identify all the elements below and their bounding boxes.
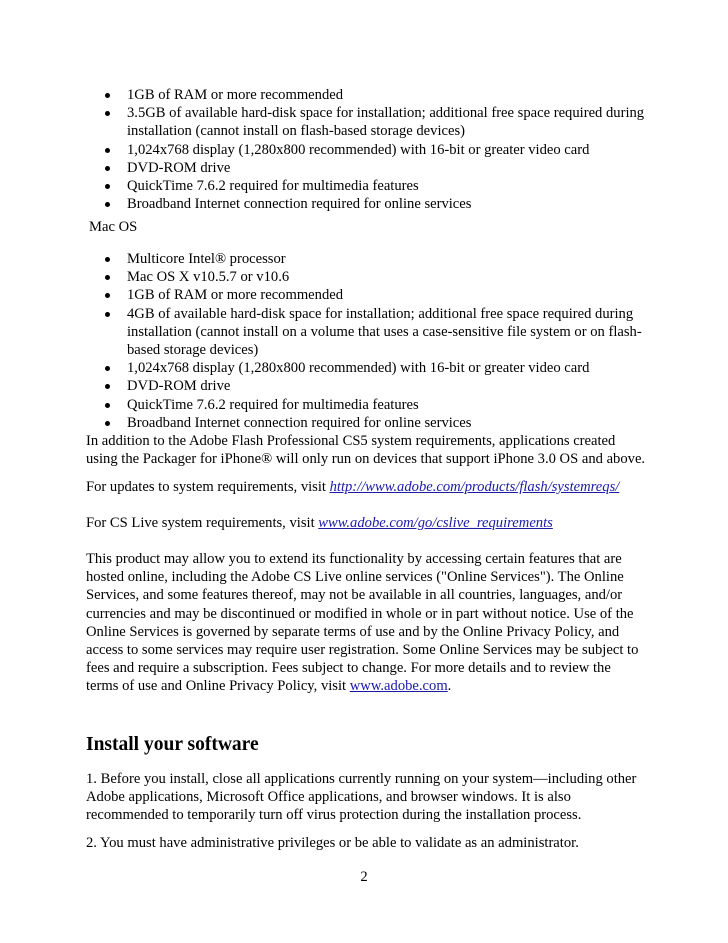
updates-prefix: For updates to system requirements, visit — [86, 479, 330, 495]
install-step-1 — [86, 770, 646, 825]
windows-requirement-item — [86, 141, 646, 159]
mac-requirement-item — [86, 359, 646, 377]
cslive-prefix: For CS Live system requirements, visit — [86, 515, 319, 531]
mac-requirement-item — [86, 305, 646, 360]
list-item-text: DVD-ROM drive — [127, 159, 231, 176]
mac-os-heading: Mac OS — [89, 219, 138, 235]
cslive-paragraph — [86, 514, 646, 532]
list-item-text: 3.5GB of available hard-disk space for installation; additional free space required during installation (cannot install on flash-based storage devices) — [127, 105, 645, 140]
updates-note — [86, 478, 646, 496]
mac-requirement-item — [86, 396, 646, 414]
bullet-icon — [105, 275, 110, 280]
online-services-text: This product may allow you to extend its functionality by accessing certain features that are hosted online, including the Adobe CS Live online services ("Online Services"). The Online Services, and some features thereof, may not be available in all countries, languages, and/or currencies and may be discontinued or modified in whole or in part without notice. Use of the Online Services is governed by separate terms of use and by the Online Privacy Policy, and access to some services may require user registration. Some Online Services may be subject to fees and require a subscription. Fees subject to change. For more details and to review the terms of use and Online Privacy Policy, visit — [86, 551, 639, 695]
windows-requirement-item — [86, 104, 646, 140]
list-item-text: 1GB of RAM or more recommended — [127, 287, 344, 304]
list-item-text: QuickTime 7.6.2 required for multimedia features — [127, 178, 419, 195]
install-step-2 — [86, 834, 646, 852]
mac-requirement-item — [86, 250, 646, 268]
bullet-icon — [105, 184, 110, 189]
list-item-text: Mac OS X v10.5.7 or v10.6 — [127, 269, 290, 286]
list-item-text: Broadband Internet connection required for online services — [127, 196, 472, 213]
list-item-text: Broadband Internet connection required for online services — [127, 414, 472, 431]
iphone-paragraph: In addition to the Adobe Flash Professional CS5 system requirements, applications created using the Packager for iPhone® will only run on devices that support iPhone 3.0 OS and above. — [86, 433, 646, 468]
system-requirements-link[interactable]: http://www.adobe.com/products/flash/systemreqs/ — [329, 479, 620, 495]
windows-requirement-item — [86, 177, 646, 195]
online-services-note — [86, 550, 646, 696]
bullet-icon — [105, 166, 110, 171]
mac-requirement-item — [86, 268, 646, 286]
list-item-text: 1GB of RAM or more recommended — [127, 87, 344, 103]
windows-requirements-list — [86, 86, 646, 213]
bullet-icon — [105, 202, 110, 207]
install-step-1-text: 1. Before you install, close all applications currently running on your system—including other Adobe applications, Microsoft Office applications, and browser windows. It is also recommended to temporarily turn off virus protection during the installation process. — [86, 771, 637, 824]
mac-os-heading-block — [86, 218, 646, 236]
mac-requirement-item — [86, 414, 646, 432]
bullet-icon — [105, 148, 110, 153]
bullet-icon — [105, 421, 110, 426]
install-step-2-text: 2. You must have administrative privileges or be able to validate as an administrator. — [86, 835, 579, 851]
mac-requirement-item — [86, 377, 646, 395]
bullet-icon — [105, 384, 110, 389]
list-item-text: DVD-ROM drive — [127, 378, 231, 395]
online-services-suffix: . — [447, 678, 452, 695]
bullet-icon — [105, 257, 110, 262]
windows-requirements — [86, 86, 646, 213]
page-number: 2 — [360, 869, 368, 885]
bullet-icon — [105, 111, 110, 116]
updates-paragraph — [86, 478, 646, 496]
list-item-text: 1,024x768 display (1,280x800 recommended) with 16-bit or greater video card — [127, 141, 590, 158]
mac-requirements — [86, 250, 646, 432]
list-item-text: Multicore Intel® processor — [127, 251, 286, 267]
install-heading: Install your software — [86, 734, 259, 755]
bullet-icon — [105, 293, 110, 298]
list-item-text: 4GB of available hard-disk space for installation; additional free space required during installation (cannot install on a volume that uses a case-sensitive file system or on flash-based storage devices) — [127, 305, 642, 359]
windows-requirement-item — [86, 159, 646, 177]
windows-requirement-item — [86, 86, 646, 104]
iphone-note — [86, 432, 646, 468]
online-services-paragraph — [86, 550, 646, 696]
cslive-requirements-link[interactable]: www.adobe.com/go/cslive_requirements — [318, 515, 553, 531]
windows-requirement-item — [86, 195, 646, 213]
cslive-note — [86, 514, 646, 532]
bullet-icon — [105, 93, 110, 98]
mac-requirement-item — [86, 286, 646, 304]
list-item-text: 1,024x768 display (1,280x800 recommended) with 16-bit or greater video card — [127, 360, 590, 377]
adobe-website-link[interactable]: www.adobe.com — [349, 678, 448, 695]
bullet-icon — [105, 312, 110, 317]
list-item-text: QuickTime 7.6.2 required for multimedia features — [127, 396, 419, 413]
bullet-icon — [105, 366, 110, 371]
mac-requirements-list — [86, 250, 646, 432]
bullet-icon — [105, 403, 110, 408]
